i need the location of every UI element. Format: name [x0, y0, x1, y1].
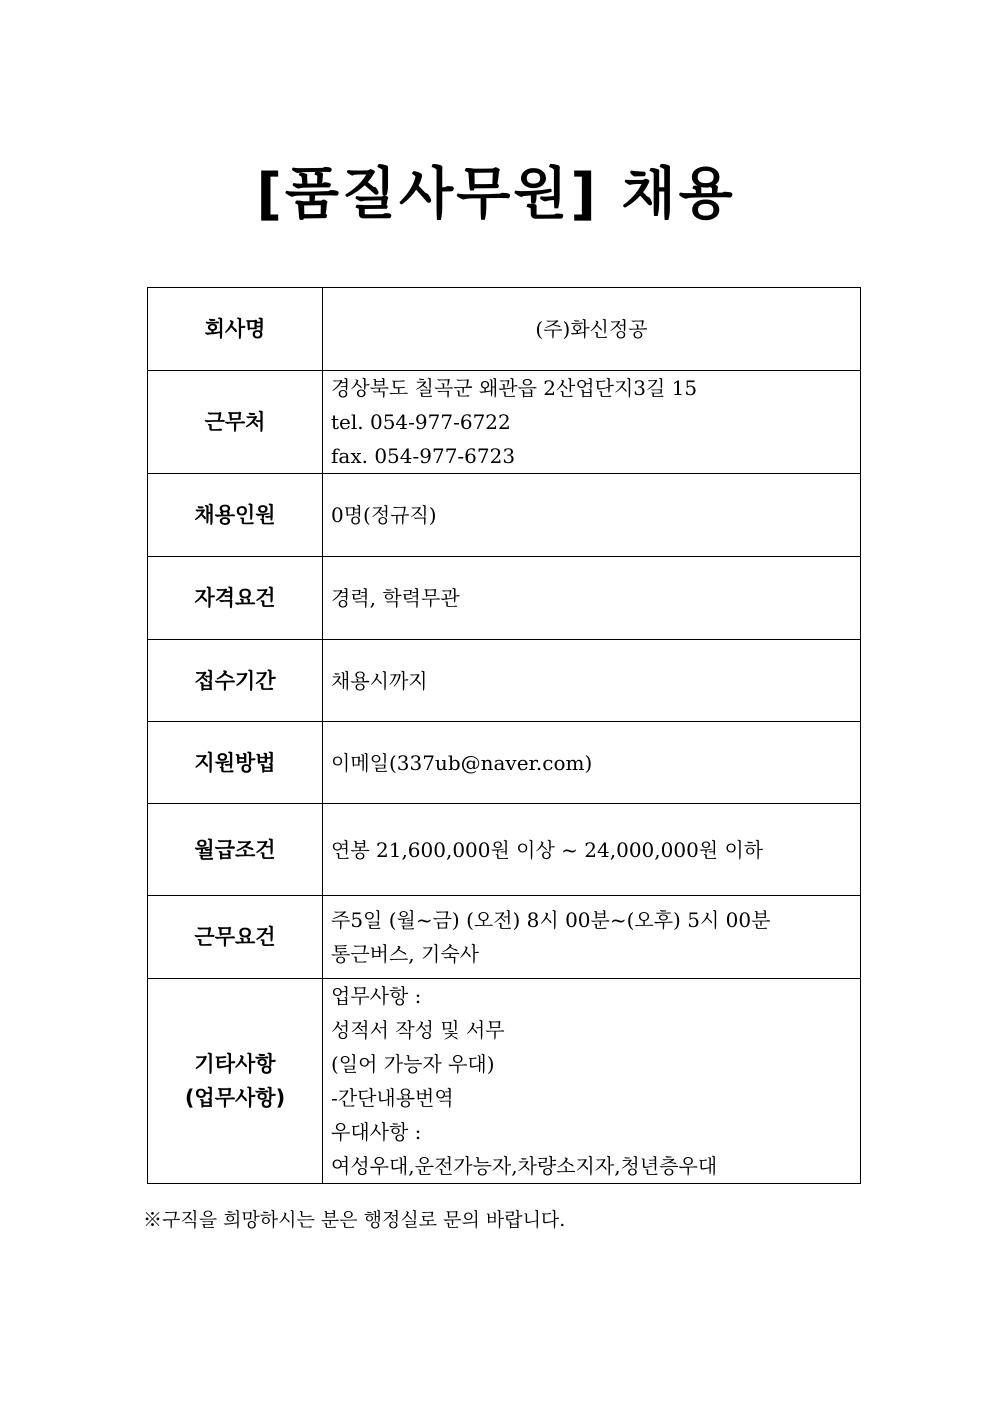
workplace-value	[323, 371, 861, 474]
conditions-line-1: 주5일 (월~금) (오전) 8시 00분~(오후) 5시 00분	[331, 908, 771, 932]
qualification-value: 경력, 학력무관	[323, 557, 861, 640]
table-row-company	[148, 288, 861, 371]
table-row-method	[148, 722, 861, 804]
table-row-salary	[148, 804, 861, 896]
table-row-qualification	[148, 557, 861, 640]
headcount-value: 0명(정규직)	[323, 474, 861, 557]
other-line: -간단내용번역	[331, 1086, 454, 1110]
conditions-value	[323, 896, 861, 979]
workplace-tel: tel. 054-977-6722	[331, 410, 511, 434]
company-label: 회사명	[148, 288, 323, 371]
period-value: 채용시까지	[323, 640, 861, 722]
period-label: 접수기간	[148, 640, 323, 722]
other-line: (일어 가능자 우대)	[331, 1052, 495, 1076]
workplace-label: 근무처	[148, 371, 323, 474]
other-line: 성적서 작성 및 서무	[331, 1018, 505, 1042]
table-row-workplace	[148, 371, 861, 474]
workplace-fax: fax. 054-977-6723	[331, 444, 516, 468]
conditions-label: 근무요건	[148, 896, 323, 979]
footnote: ※구직을 희망하시는 분은 행정실로 문의 바랍니다.	[143, 1209, 566, 1231]
other-line: 우대사항 :	[331, 1120, 422, 1144]
other-label-line-1: 기타사항	[194, 1052, 276, 1076]
method-value: 이메일(337ub@naver.com)	[323, 722, 861, 804]
table-row-period	[148, 640, 861, 722]
method-label: 지원방법	[148, 722, 323, 804]
page-title: [품질사무원] 채용	[256, 162, 736, 227]
other-label-line-2: (업무사항)	[184, 1086, 286, 1110]
job-info-table	[147, 287, 861, 1184]
other-label	[148, 979, 323, 1184]
company-value: (주)화신정공	[323, 288, 861, 371]
table-row-conditions	[148, 896, 861, 979]
other-line: 여성우대,운전가능자,차량소지자,청년층우대	[331, 1154, 718, 1178]
conditions-line-2: 통근버스, 기숙사	[331, 942, 479, 966]
other-line: 업무사항 :	[331, 984, 422, 1008]
table-row-headcount	[148, 474, 861, 557]
other-value	[323, 979, 861, 1184]
workplace-address: 경상북도 칠곡군 왜관읍 2산업단지3길 15	[331, 376, 698, 400]
headcount-label: 채용인원	[148, 474, 323, 557]
salary-value: 연봉 21,600,000원 이상 ~ 24,000,000원 이하	[323, 804, 861, 896]
table-row-other	[148, 979, 861, 1184]
salary-label: 월급조건	[148, 804, 323, 896]
qualification-label: 자격요건	[148, 557, 323, 640]
